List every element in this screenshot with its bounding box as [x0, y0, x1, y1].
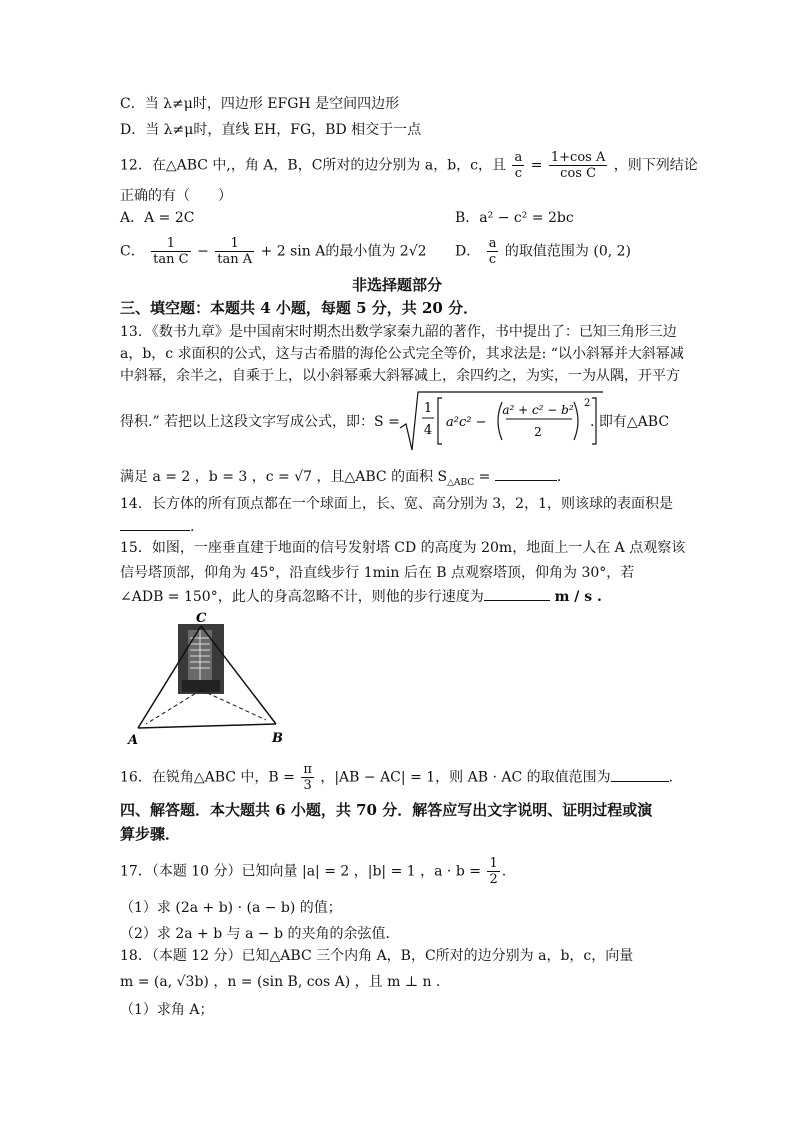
- heron-formula: [398, 388, 608, 454]
- label-a: A: [128, 733, 139, 748]
- q16-answer-blank[interactable]: [611, 767, 669, 782]
- q12-option-b: B．a² − c² = 2bc: [455, 210, 574, 226]
- q17-text: 17．（本题 10 分）已知向量 |a| = 2 ，|b| = 1 ，a · b =: [120, 863, 481, 880]
- q16-line: 16．在锐角△ABC 中，B = $\frac{\pi}{3}$ ，|AB − AC| = 1，则 AB · AC 的取值范围为 .: [120, 762, 674, 793]
- frac-den: 2: [489, 872, 498, 887]
- frac-den: tan A: [217, 252, 253, 267]
- q15-text: ∠ADB = 150°，此人的身高忽略不计，则他的步行速度为: [120, 589, 484, 605]
- q13-line-1: 13．《数书九章》是中国南宋时期杰出数学家秦九韶的著作，书中提出了：已知三角形三边: [120, 324, 677, 340]
- opt-c-text: + 2 sin A的最小值为 2√2: [260, 243, 427, 260]
- q13-equals: =: [474, 469, 495, 485]
- q12-option-a: A．A = 2C: [120, 210, 195, 226]
- tan-c-fraction: [151, 236, 190, 267]
- frac-num: a: [514, 150, 523, 165]
- q18-stem: 18．（本题 12 分）已知△ABC 三个内角 A，B，C所对的边分别为 a，b，c，向量: [120, 948, 634, 964]
- one-half-fraction: [487, 856, 499, 887]
- q13-condition: 满足 a = 2 ，b = 3 ，c = √7 ，且△ABC 的面积 S: [120, 469, 448, 485]
- q15-line-1: 15．如图，一座垂直建于地面的信号发射塔 CD 的高度为 20m，地面上一人在 A 点观察该: [120, 540, 686, 556]
- opt-d-text: 的取值范围为 (0, 2): [504, 243, 631, 260]
- label-c: C: [196, 611, 207, 626]
- q16-text-a: 16．在锐角△ABC 中，B =: [120, 769, 295, 786]
- frac-num: a: [488, 236, 497, 251]
- question-12-stem: 12．在△ABC 中,，角 A，B，C所对的边分别为 a，b，c，且 $\frac{a}{c}$ = $\frac{\text{1+cos A}}{\text{cos C}}$ ，则下列结论: [120, 150, 698, 181]
- section-4-heading-cont: 算步骤．: [120, 825, 181, 843]
- q13-answer-blank[interactable]: [495, 466, 557, 481]
- pi-over-3-fraction: [301, 762, 314, 793]
- frac-den: c: [488, 252, 497, 267]
- opt-c-label: C．: [120, 243, 145, 260]
- q15-line-3: [120, 586, 602, 607]
- formula-inner: a²c² −: [446, 415, 487, 430]
- frac-den: tan C: [153, 252, 189, 267]
- frac-num: 1: [215, 236, 254, 252]
- q13-formula-line: [120, 412, 400, 432]
- q15-line-2: 信号塔顶部，仰角为 45°，沿直线步行 1min 后在 B 点观察塔顶，仰角为 30°，若: [120, 565, 635, 581]
- q12-option-c: C． $\frac{1}{\text{tan C}}$ − $\frac{1}{\text{tan A}}$ + 2 sin A的最小值为 2√2: [120, 236, 427, 267]
- section-title: 非选择题部分: [351, 276, 442, 294]
- q18-vectors: m = (a, √3b) ，n = (sin B, cos A) ，且 m ⊥ n .: [120, 974, 441, 990]
- q14-answer-blank[interactable]: [120, 516, 190, 531]
- q13-formula-lead: 得积.” 若把以上这段文字写成公式，即：S =: [120, 414, 400, 430]
- q14-line-1: 14．长方体的所有顶点都在一个球面上，长、宽、高分别为 3，2，1，则该球的表面积是: [120, 496, 673, 512]
- q13-condition-line: 满足 a = 2 ，b = 3 ，c = √7 ，且△ABC 的面积 $S_{\triangle ABC}$ = .: [120, 466, 561, 493]
- q18-part-1: （1）求角 A；: [120, 1002, 214, 1018]
- opt-d-label: D．: [455, 243, 481, 260]
- frac-num: π: [303, 762, 312, 777]
- formula-big-den: 2: [534, 425, 542, 439]
- formula-square: 2: [584, 398, 591, 409]
- formula-big-num: a² + c² − b²: [502, 403, 574, 417]
- tower-figure: [126, 610, 286, 748]
- q15-answer-blank[interactable]: [484, 586, 550, 601]
- frac-den: c: [514, 166, 522, 181]
- q16-text-b: ，|AB − AC| = 1，则 AB · AC 的取值范围为: [320, 769, 611, 786]
- frac-num: 1+cos A: [550, 150, 606, 165]
- section-3-heading: 三、填空题：本题共 4 小题，每题 5 分，共 20 分．: [120, 299, 479, 317]
- section-4-heading: 四、解答题．本大题共 6 小题，共 70 分．解答应写出文字说明、证明过程或演: [120, 801, 653, 819]
- q13-formula-tail: . 即有△ABC: [590, 414, 670, 430]
- q17-part-1: （1）求 (2a + b) · (a − b) 的值；: [120, 900, 342, 916]
- q14-line-2: .: [120, 516, 194, 537]
- q12-rhs-fraction: [549, 150, 607, 181]
- q12-lhs-fraction: [512, 150, 524, 181]
- frac-den: 3: [303, 778, 312, 793]
- q17-part-2: （2）求 2a + b 与 a − b 的夹角的余弦值．: [120, 926, 400, 942]
- q12-option-d: [455, 236, 631, 267]
- option-c-line: C．当 λ≠μ时，四边形 EFGH 是空间四边形: [120, 96, 400, 112]
- question-12-prompt: 正确的有（ ）: [120, 188, 232, 204]
- a-over-c-fraction: [487, 236, 499, 267]
- q17-stem: 17．（本题 10 分）已知向量 |a| = 2 ，|b| = 1 ，a · b = $\frac{1}{2}$ .: [120, 856, 507, 887]
- q12-text-b: ，则下列结论: [613, 157, 698, 174]
- q15-unit: m / s .: [549, 589, 602, 605]
- frac-num: 1: [151, 236, 190, 252]
- formula-quarter-num: 1: [423, 401, 433, 416]
- formula-quarter-den: 4: [423, 423, 433, 438]
- q13-line-2: a，b，c 求面积的公式，这与古希腊的海伦公式完全等价，其求法是: “以小斜幂并大斜幂减: [120, 346, 684, 362]
- q13-line-3: 中斜幂，余半之，自乘于上，以小斜幂乘大斜幂减上，余四约之，为实，一为从隅，开平方: [120, 368, 680, 384]
- q12-text-a: 12．在△ABC 中,，角 A，B，C所对的边分别为 a，b，c，且: [120, 157, 507, 174]
- area-subscript: △ABC: [447, 477, 475, 488]
- label-b: B: [272, 731, 283, 746]
- frac-den: cos C: [560, 166, 597, 181]
- frac-num: 1: [489, 856, 498, 871]
- tan-a-fraction: [215, 236, 254, 267]
- option-d-line: D．当 λ≠μ时，直线 EH，FG，BD 相交于一点: [120, 122, 422, 138]
